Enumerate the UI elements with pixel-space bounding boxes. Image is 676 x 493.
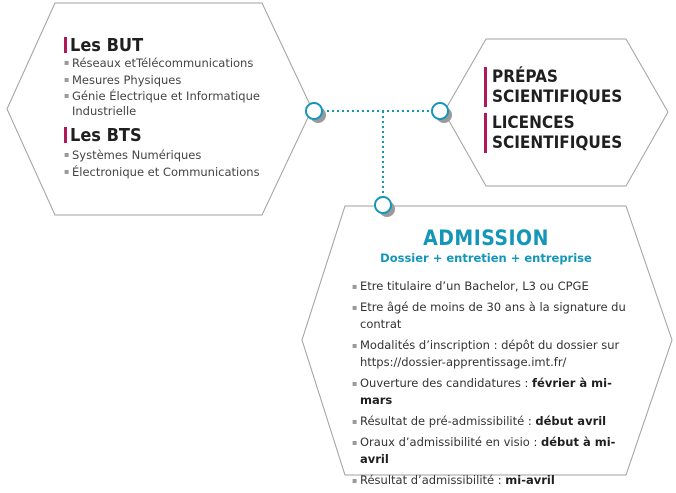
admission-item-bold: début avril: [535, 414, 607, 428]
admission-item-text: Ouverture des candidatures :: [360, 376, 533, 390]
but-item-continuation: Industrielle: [72, 104, 137, 118]
admission-item-text: Etre âgé de moins de 30 ans à la signature du contrat: [360, 300, 626, 331]
prepas-line-2: SCIENTIFIQUES: [492, 87, 623, 107]
admission-item: [352, 278, 642, 295]
prepas-label: [484, 67, 622, 107]
accent-bar: [64, 37, 67, 53]
but-heading-text: Les BUT: [70, 35, 144, 56]
bts-heading: [64, 125, 142, 146]
admission-item-text: Résultat d’admissibilité :: [360, 473, 506, 487]
accent-bar: [64, 127, 67, 143]
licences-label: [484, 113, 622, 153]
licences-line-1: LICENCES: [492, 113, 575, 133]
admission-item-text: Oraux d’admissibilité en visio :: [360, 435, 542, 449]
admission-item-bold: février à mi-mars: [360, 376, 612, 407]
admission-item: [352, 337, 622, 371]
admission-item: [352, 375, 642, 409]
admission-item: [352, 413, 642, 430]
but-heading: [64, 35, 143, 56]
admission-item-bold: mi-avril: [505, 473, 555, 487]
bts-heading-text: Les BTS: [70, 125, 142, 146]
admission-subtitle: Dossier + entretien + entreprise: [380, 251, 592, 265]
list-item: ▪ Systèmes Numériques: [64, 147, 260, 164]
list-item: ▪ Génie Électrique et Informatique: [64, 88, 260, 105]
admission-item-text: Résultat de pré-admissibilité :: [360, 414, 536, 428]
list-item: ▪ Électronique et Communications: [64, 164, 260, 181]
list-item: ▪ Mesures Physiques: [64, 72, 260, 89]
admission-item-text: Modalités d’inscription : dépôt du dossier sur https://dossier-apprentissage.imt.fr/: [360, 338, 620, 369]
admission-list: [352, 278, 642, 493]
admission-item: [352, 299, 632, 333]
connector-lines: [322, 111, 432, 197]
licences-line-2: SCIENTIFIQUES: [492, 133, 623, 153]
admission-item: [352, 472, 642, 489]
bts-list: [64, 147, 260, 180]
admission-item-bold: début à mi-avril: [360, 435, 616, 466]
left-hexagon: [7, 3, 312, 215]
but-list: [64, 55, 260, 105]
list-item: ▪ Réseaux etTélécommunications: [64, 55, 260, 72]
connector-node-left: [306, 103, 326, 123]
admission-item: [352, 434, 642, 468]
prepas-line-1: PRÉPAS: [492, 67, 558, 87]
admission-item-text: Etre titulaire d’un Bachelor, L3 ou CPGE: [360, 279, 589, 293]
admission-title: ADMISSION: [423, 226, 549, 250]
